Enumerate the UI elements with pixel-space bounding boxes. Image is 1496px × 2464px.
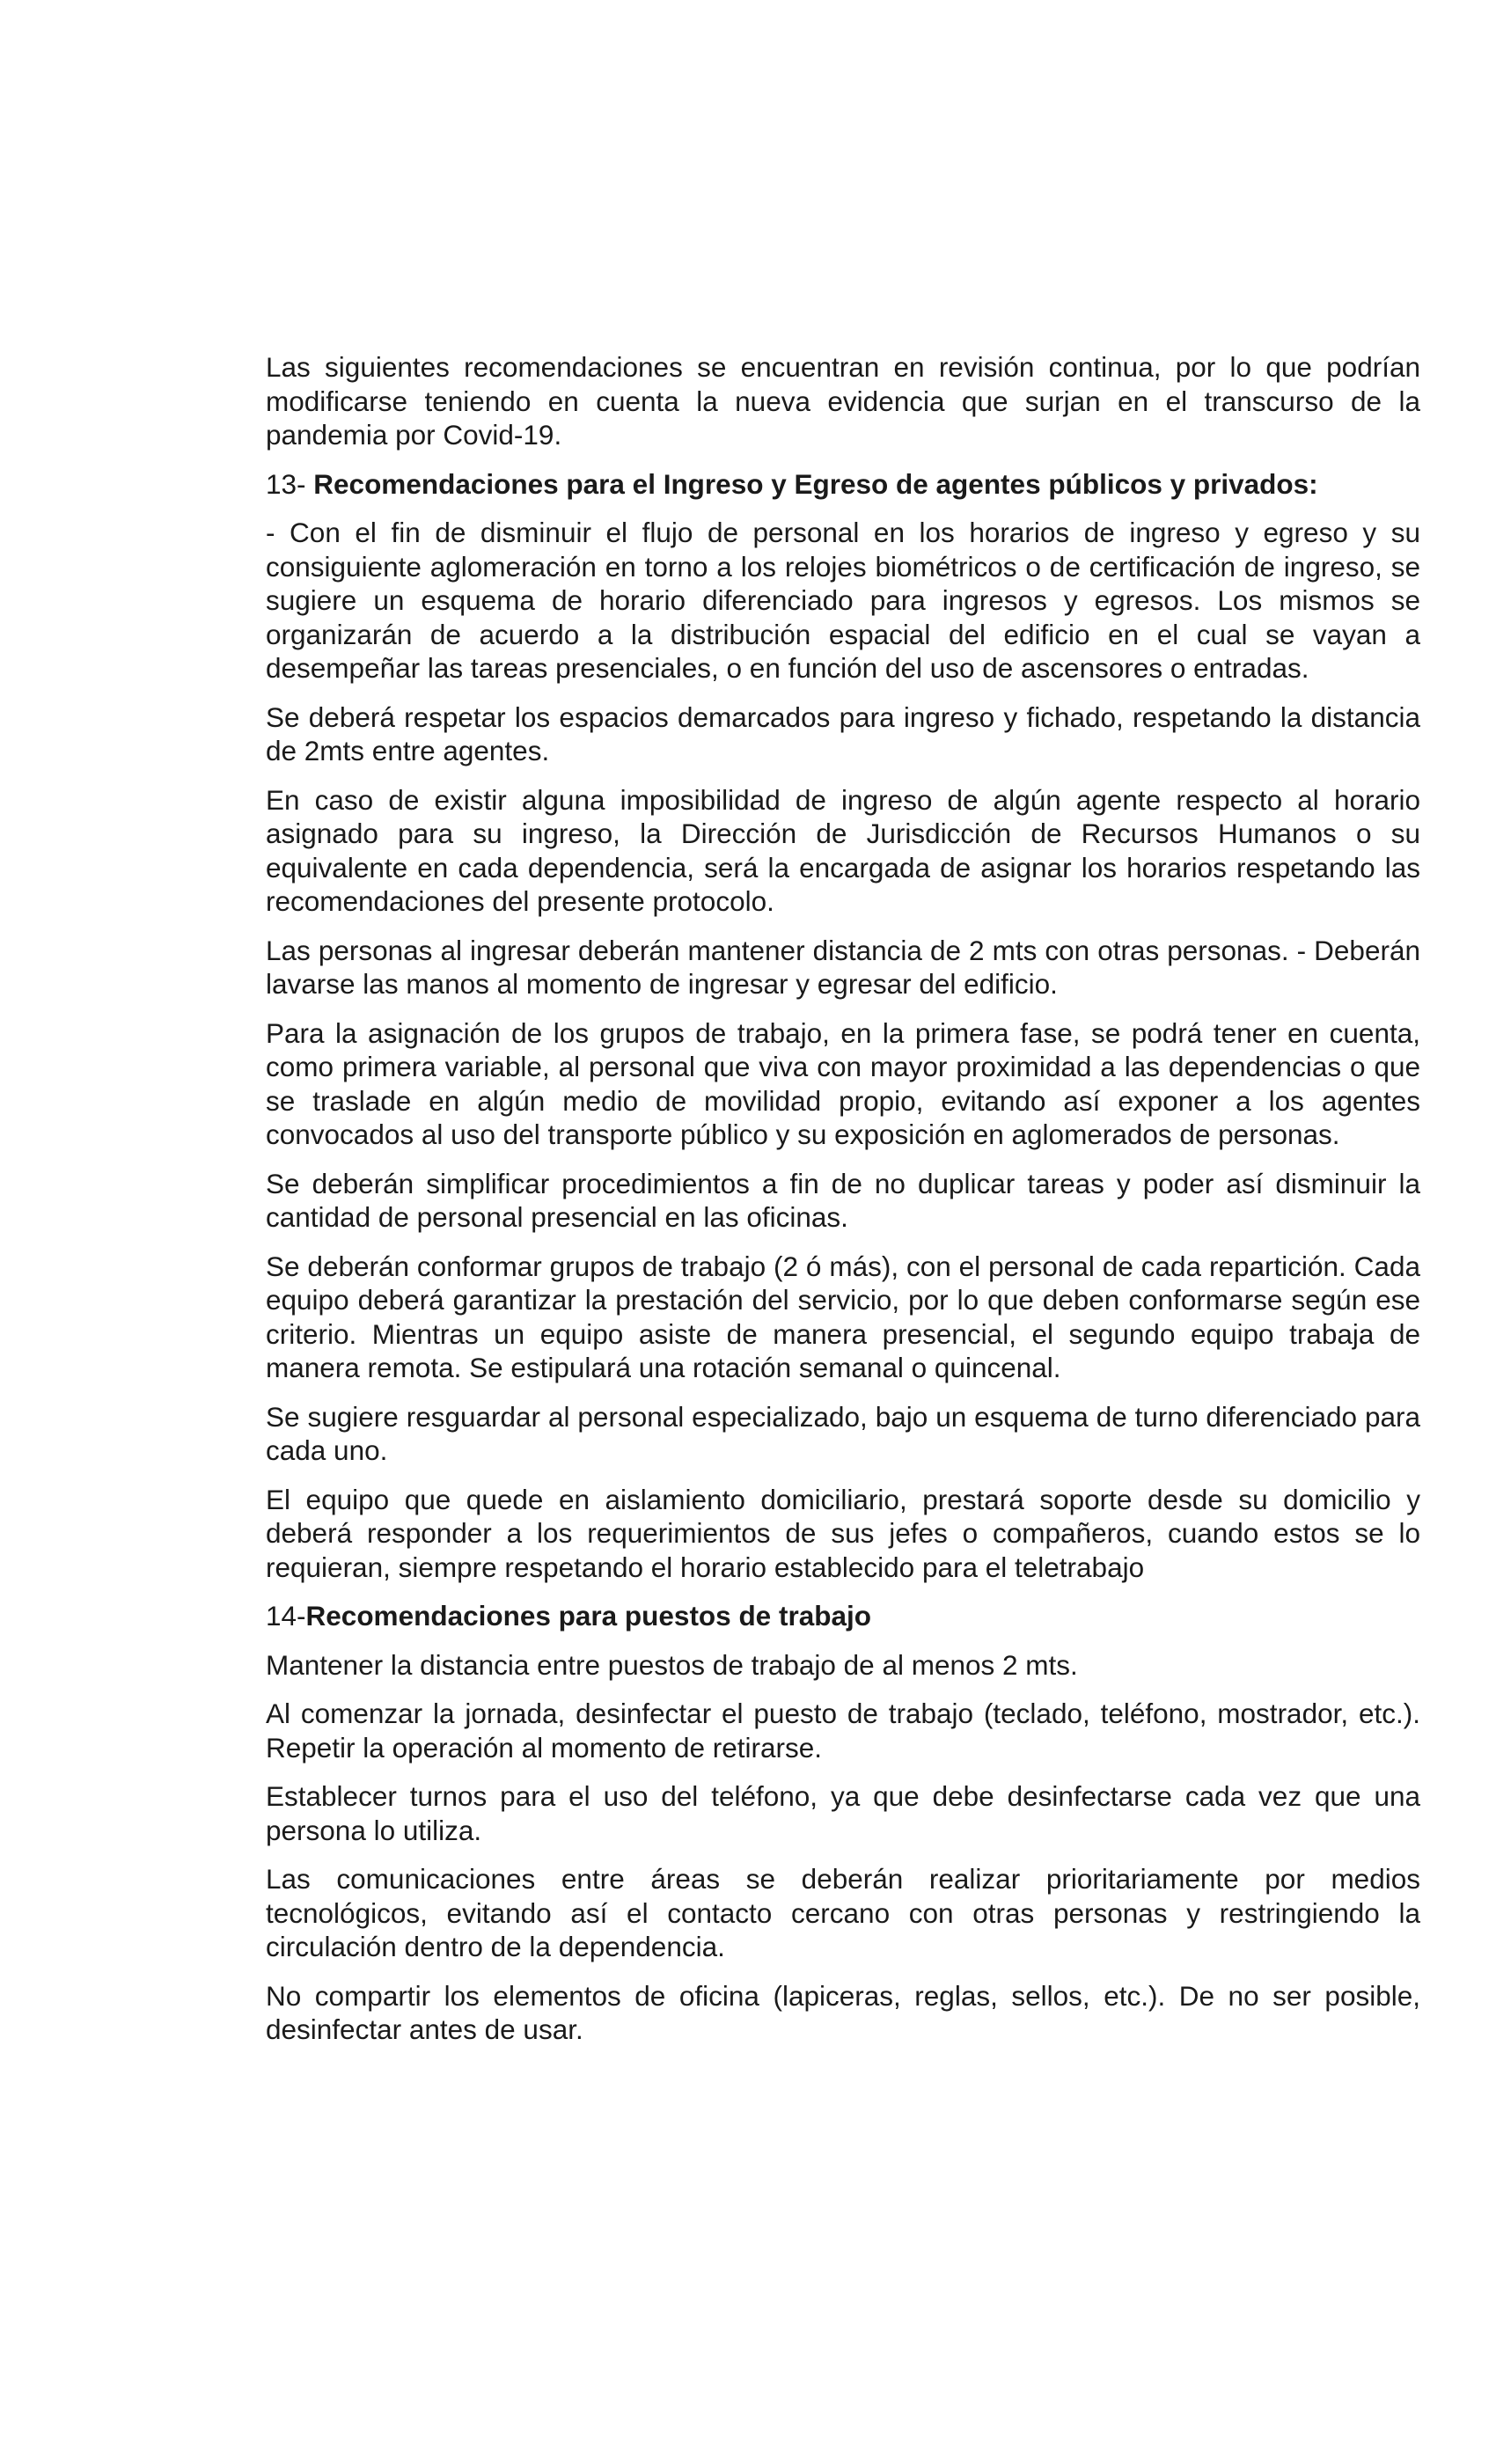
section-13-paragraph: Las personas al ingresar deberán mantener distancia de 2 mts con otras personas. - Deberán lavarse las manos al momento de ingresar y egresar del edificio.	[266, 934, 1420, 1000]
section-14-paragraph: No compartir los elementos de oficina (lapiceras, reglas, sellos, etc.). De no ser posible, desinfectar antes de usar.	[266, 1979, 1420, 2045]
section-13-paragraph: - Con el fin de disminuir el flujo de personal en los horarios de ingreso y egreso y su consiguiente aglomeración en torno a los relojes biométricos o de certificación de ingreso, se sugiere un esquema de horario diferenciado para ingresos y egresos. Los mismos se organizarán de acuerdo a la distribución espacial del edificio en el cual se vayan a desempeñar las tareas presenciales, o en función del uso de ascensores o entradas.	[266, 517, 1420, 684]
section-13-paragraph: Se sugiere resguardar al personal especializado, bajo un esquema de turno diferenciado para cada uno.	[266, 1400, 1420, 1466]
section-13-paragraph: Se deberán simplificar procedimientos a fin de no duplicar tareas y poder así disminuir la cantidad de personal presencial en las oficinas.	[266, 1167, 1420, 1233]
document-page	[266, 350, 1420, 2062]
section-13-number: 13-	[266, 467, 314, 500]
section-13-paragraph: El equipo que quede en aislamiento domiciliario, prestará soporte desde su domicilio y deberá responder a los requerimientos de sus jefes o compañeros, cuando estos se lo requieran, siempre respetando el horario establecido para el teletrabajo	[266, 1483, 1420, 1583]
intro-paragraph: Las siguientes recomendaciones se encuentran en revisión continua, por lo que podrían modificarse teniendo en cuenta la nueva evidencia que surjan en el transcurso de la pandemia por Covid-19.	[266, 351, 1420, 451]
section-14-paragraph: Establecer turnos para el uso del teléfono, ya que debe desinfectarse cada vez que una persona lo utiliza.	[266, 1780, 1420, 1846]
section-14-paragraph: Al comenzar la jornada, desinfectar el puesto de trabajo (teclado, teléfono, mostrador, etc.). Repetir la operación al momento de retirarse.	[266, 1698, 1420, 1764]
section-14-paragraph: Mantener la distancia entre puestos de trabajo de al menos 2 mts.	[266, 1648, 1078, 1681]
section-13-paragraph: En caso de existir alguna imposibilidad de ingreso de algún agente respecto al horario asignado para su ingreso, la Dirección de Jurisdicción de Recursos Humanos o su equivalente en cada dependencia, será la encargada de asignar los horarios respetando las recomendaciones del presente protocolo.	[266, 783, 1420, 917]
section-14-number: 14-	[266, 1600, 306, 1632]
section-13-paragraph: Para la asignación de los grupos de trabajo, en la primera fase, se podrá tener en cuenta, como primera variable, al personal que viva con mayor proximidad a las dependencias o que se traslade en algún medio de movilidad propio, evitando así exponer a los agentes convocados al uso del transporte público y su exposición en aglomerados de personas.	[266, 1016, 1420, 1150]
section-14-heading	[266, 1599, 1420, 1633]
section-13-paragraph: Se deberán conformar grupos de trabajo (2 ó más), con el personal de cada repartición. Cada equipo deberá garantizar la prestación del servicio, por lo que deben conformarse según ese criterio. Mientras un equipo asiste de manera presencial, el segundo equipo trabaja de manera remota. Se estipulará una rotación semanal o quincenal.	[266, 1250, 1420, 1383]
section-13-paragraph: Se deberá respetar los espacios demarcados para ingreso y fichado, respetando la distancia de 2mts entre agentes.	[266, 700, 1420, 766]
section-14-title: Recomendaciones para puestos de trabajo	[305, 1600, 871, 1632]
section-14-paragraph: Las comunicaciones entre áreas se deberán realizar prioritariamente por medios tecnológicos, evitando así el contacto cercano con otras personas y restringiendo la circulación dentro de la dependencia.	[266, 1863, 1420, 1962]
section-13-title: Recomendaciones para el Ingreso y Egreso de agentes públicos y privados:	[313, 467, 1318, 500]
section-13-heading	[266, 467, 1420, 502]
